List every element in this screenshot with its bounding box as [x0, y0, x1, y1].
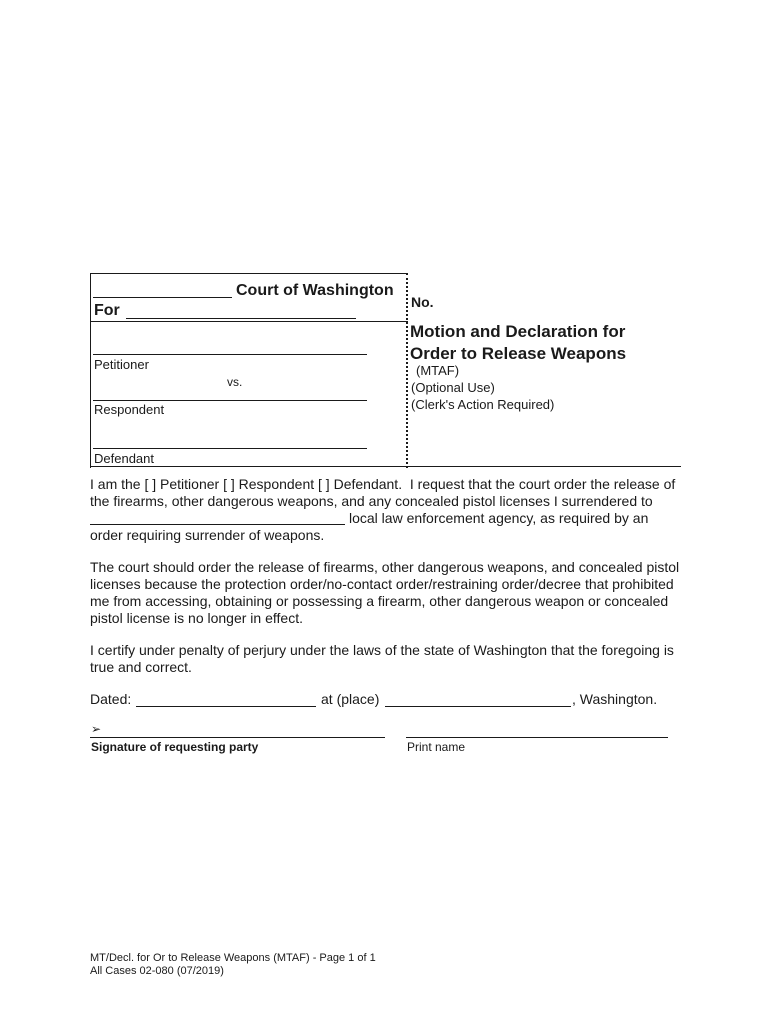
form-title-line1: Motion and Declaration for [410, 322, 626, 341]
checkbox-defendant[interactable]: [ ] Defendant. [318, 476, 403, 492]
certification-line1: I certify under penalty of perjury under the laws of the state of Washington that the foregoing is [90, 642, 674, 658]
clerk-action: (Clerk's Action Required) [411, 397, 555, 412]
respondent-label: Respondent [94, 402, 165, 417]
washington-suffix: , Washington. [572, 691, 658, 707]
defendant-field[interactable] [93, 434, 367, 449]
signature-label: Signature of requesting party [91, 740, 259, 754]
court-rule [90, 321, 408, 322]
place-field[interactable] [385, 690, 571, 707]
print-name-field[interactable] [406, 722, 668, 738]
vs-label: vs. [227, 375, 243, 389]
for-label: For [94, 302, 120, 319]
case-no-label: No. [411, 294, 434, 310]
reason-line2: licenses because the protection order/no-contact order/restraining order/decree that prohibited [90, 576, 674, 592]
petitioner-label: Petitioner [94, 357, 149, 372]
defendant-label: Defendant [94, 451, 154, 466]
checkbox-petitioner[interactable]: [ ] Petitioner [144, 476, 220, 492]
signature-field[interactable] [90, 722, 385, 738]
court-name: Court of Washington [236, 282, 394, 299]
caption-bottom-rule-right [407, 466, 681, 467]
footer-form-title: MT/Decl. for Or to Release Weapons (MTAF) - Page 1 of 1 [90, 952, 376, 964]
form-code: (MTAF) [416, 363, 460, 378]
footer-form-number: All Cases 02-080 (07/2019) [90, 965, 224, 977]
agency-field[interactable] [90, 509, 345, 525]
dated-label: Dated: [90, 691, 132, 707]
respondent-field[interactable] [93, 386, 367, 401]
checkbox-respondent[interactable]: [ ] Respondent [223, 476, 315, 492]
court-county-field[interactable] [93, 281, 232, 298]
date-field[interactable] [136, 690, 316, 707]
petitioner-field[interactable] [93, 340, 367, 355]
reason-line3: me from accessing, obtaining or possessing a firearm, other dangerous weapon or concealed [90, 593, 669, 609]
request-line4: order requiring surrender of weapons. [90, 527, 325, 543]
role-statement [90, 476, 684, 493]
reason-line4: pistol license is no longer in effect. [90, 610, 303, 626]
agency-text: local law enforcement agency, as required by an [349, 510, 649, 526]
form-title-line2: Order to Release Weapons [410, 344, 627, 363]
for-field[interactable] [126, 301, 356, 319]
role-prefix: I am the [90, 476, 141, 492]
optional-use: (Optional Use) [411, 380, 495, 395]
print-name-label: Print name [407, 740, 466, 754]
request-text: I request that the court order the release of [409, 476, 676, 492]
caption-divider [406, 273, 408, 468]
place-label: at (place) [321, 691, 380, 707]
request-line2: the firearms, other dangerous weapons, and any concealed pistol licenses I surrendered to [90, 493, 653, 509]
certification-line2: true and correct. [90, 659, 192, 675]
arrow-bullet-icon: ➢ [91, 722, 102, 736]
reason-line1: The court should order the release of firearms, other dangerous weapons, and concealed pistol [90, 559, 680, 575]
